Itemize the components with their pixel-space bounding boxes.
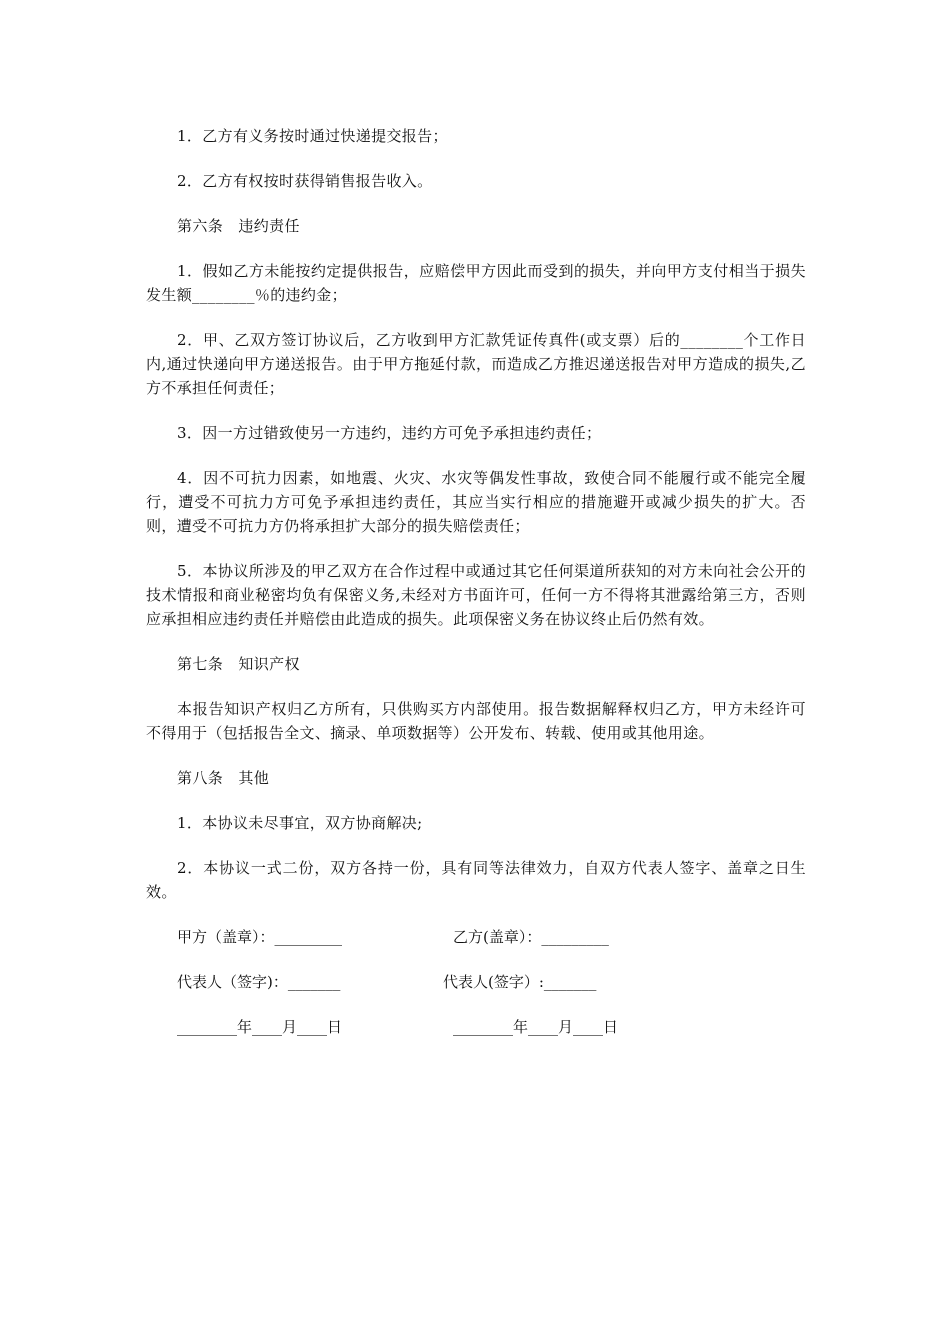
article-7-body: 本报告知识产权归乙方所有，只供购买方内部使用。报告数据解释权归乙方，甲方未经许可不得用于（包括报告全文、摘录、单项数据等）公开发布、转载、使用或其他用途。: [146, 700, 806, 742]
clause-5-item-1: 1．乙方有义务按时通过快递提交报告；: [177, 127, 448, 145]
party-b-representative-field: 代表人(签字）:_______: [443, 973, 597, 991]
article-8-item-2: 2．本协议一式二份，双方各持一份，具有同等法律效力，自双方代表人签字、盖章之日生效。: [146, 859, 806, 901]
party-b-seal-field: 乙方(盖章）：_________: [453, 928, 609, 946]
article-6-item-2: 2．甲、乙双方签订协议后，乙方收到甲方汇款凭证传真件(或支票）后的________个工作日内,通过快递向甲方递送报告。由于甲方拖延付款，而造成乙方推迟递送报告对甲方造成的损失,乙方不承担任何责任；: [146, 331, 806, 397]
party-b-date-field: ________年____月____日: [453, 1018, 619, 1036]
article-6-item-5: 5．本协议所涉及的甲乙双方在合作过程中或通过其它任何渠道所获知的对方未向社会公开的技术情报和商业秘密均负有保密义务,未经对方书面许可，任何一方不得将其泄露给第三方，否则应承担相应违约责任并赔偿由此造成的损失。此项保密义务在协议终止后仍然有效。: [146, 562, 806, 628]
signature-seal-row: [146, 925, 806, 949]
article-8-item-1: 1．本协议未尽事宜，双方协商解决;: [177, 814, 423, 832]
article-8-heading: 第八条 其他: [177, 769, 270, 787]
party-a-representative-field: 代表人（签字)：_______: [177, 973, 341, 991]
article-7-heading: 第七条 知识产权: [177, 655, 300, 673]
signature-representative-row: [146, 970, 806, 994]
article-6-item-3: 3．因一方过错致使另一方违约，违约方可免予承担违约责任；: [177, 424, 602, 442]
party-a-date-field: ________年____月____日: [177, 1018, 343, 1036]
article-6-heading: 第六条 违约责任: [177, 217, 300, 235]
clause-5-item-2: 2．乙方有权按时获得销售报告收入。: [177, 172, 433, 190]
article-6-item-1: 1．假如乙方未能按约定提供报告，应赔偿甲方因此而受到的损失，并向甲方支付相当于损失发生额________％的违约金；: [146, 262, 806, 304]
signature-date-row: [146, 1015, 806, 1039]
article-6-item-4: 4．因不可抗力因素，如地震、火灾、水灾等偶发性事故，致使合同不能履行或不能完全履行，遭受不可抗力方可免予承担违约责任，其应当实行相应的措施避开或减少损失的扩大。否则，遭受不可抗力方仍将承担扩大部分的损失赔偿责任；: [146, 469, 806, 535]
party-a-seal-field: 甲方（盖章）：_________: [177, 928, 343, 946]
document-page: [146, 124, 806, 1060]
